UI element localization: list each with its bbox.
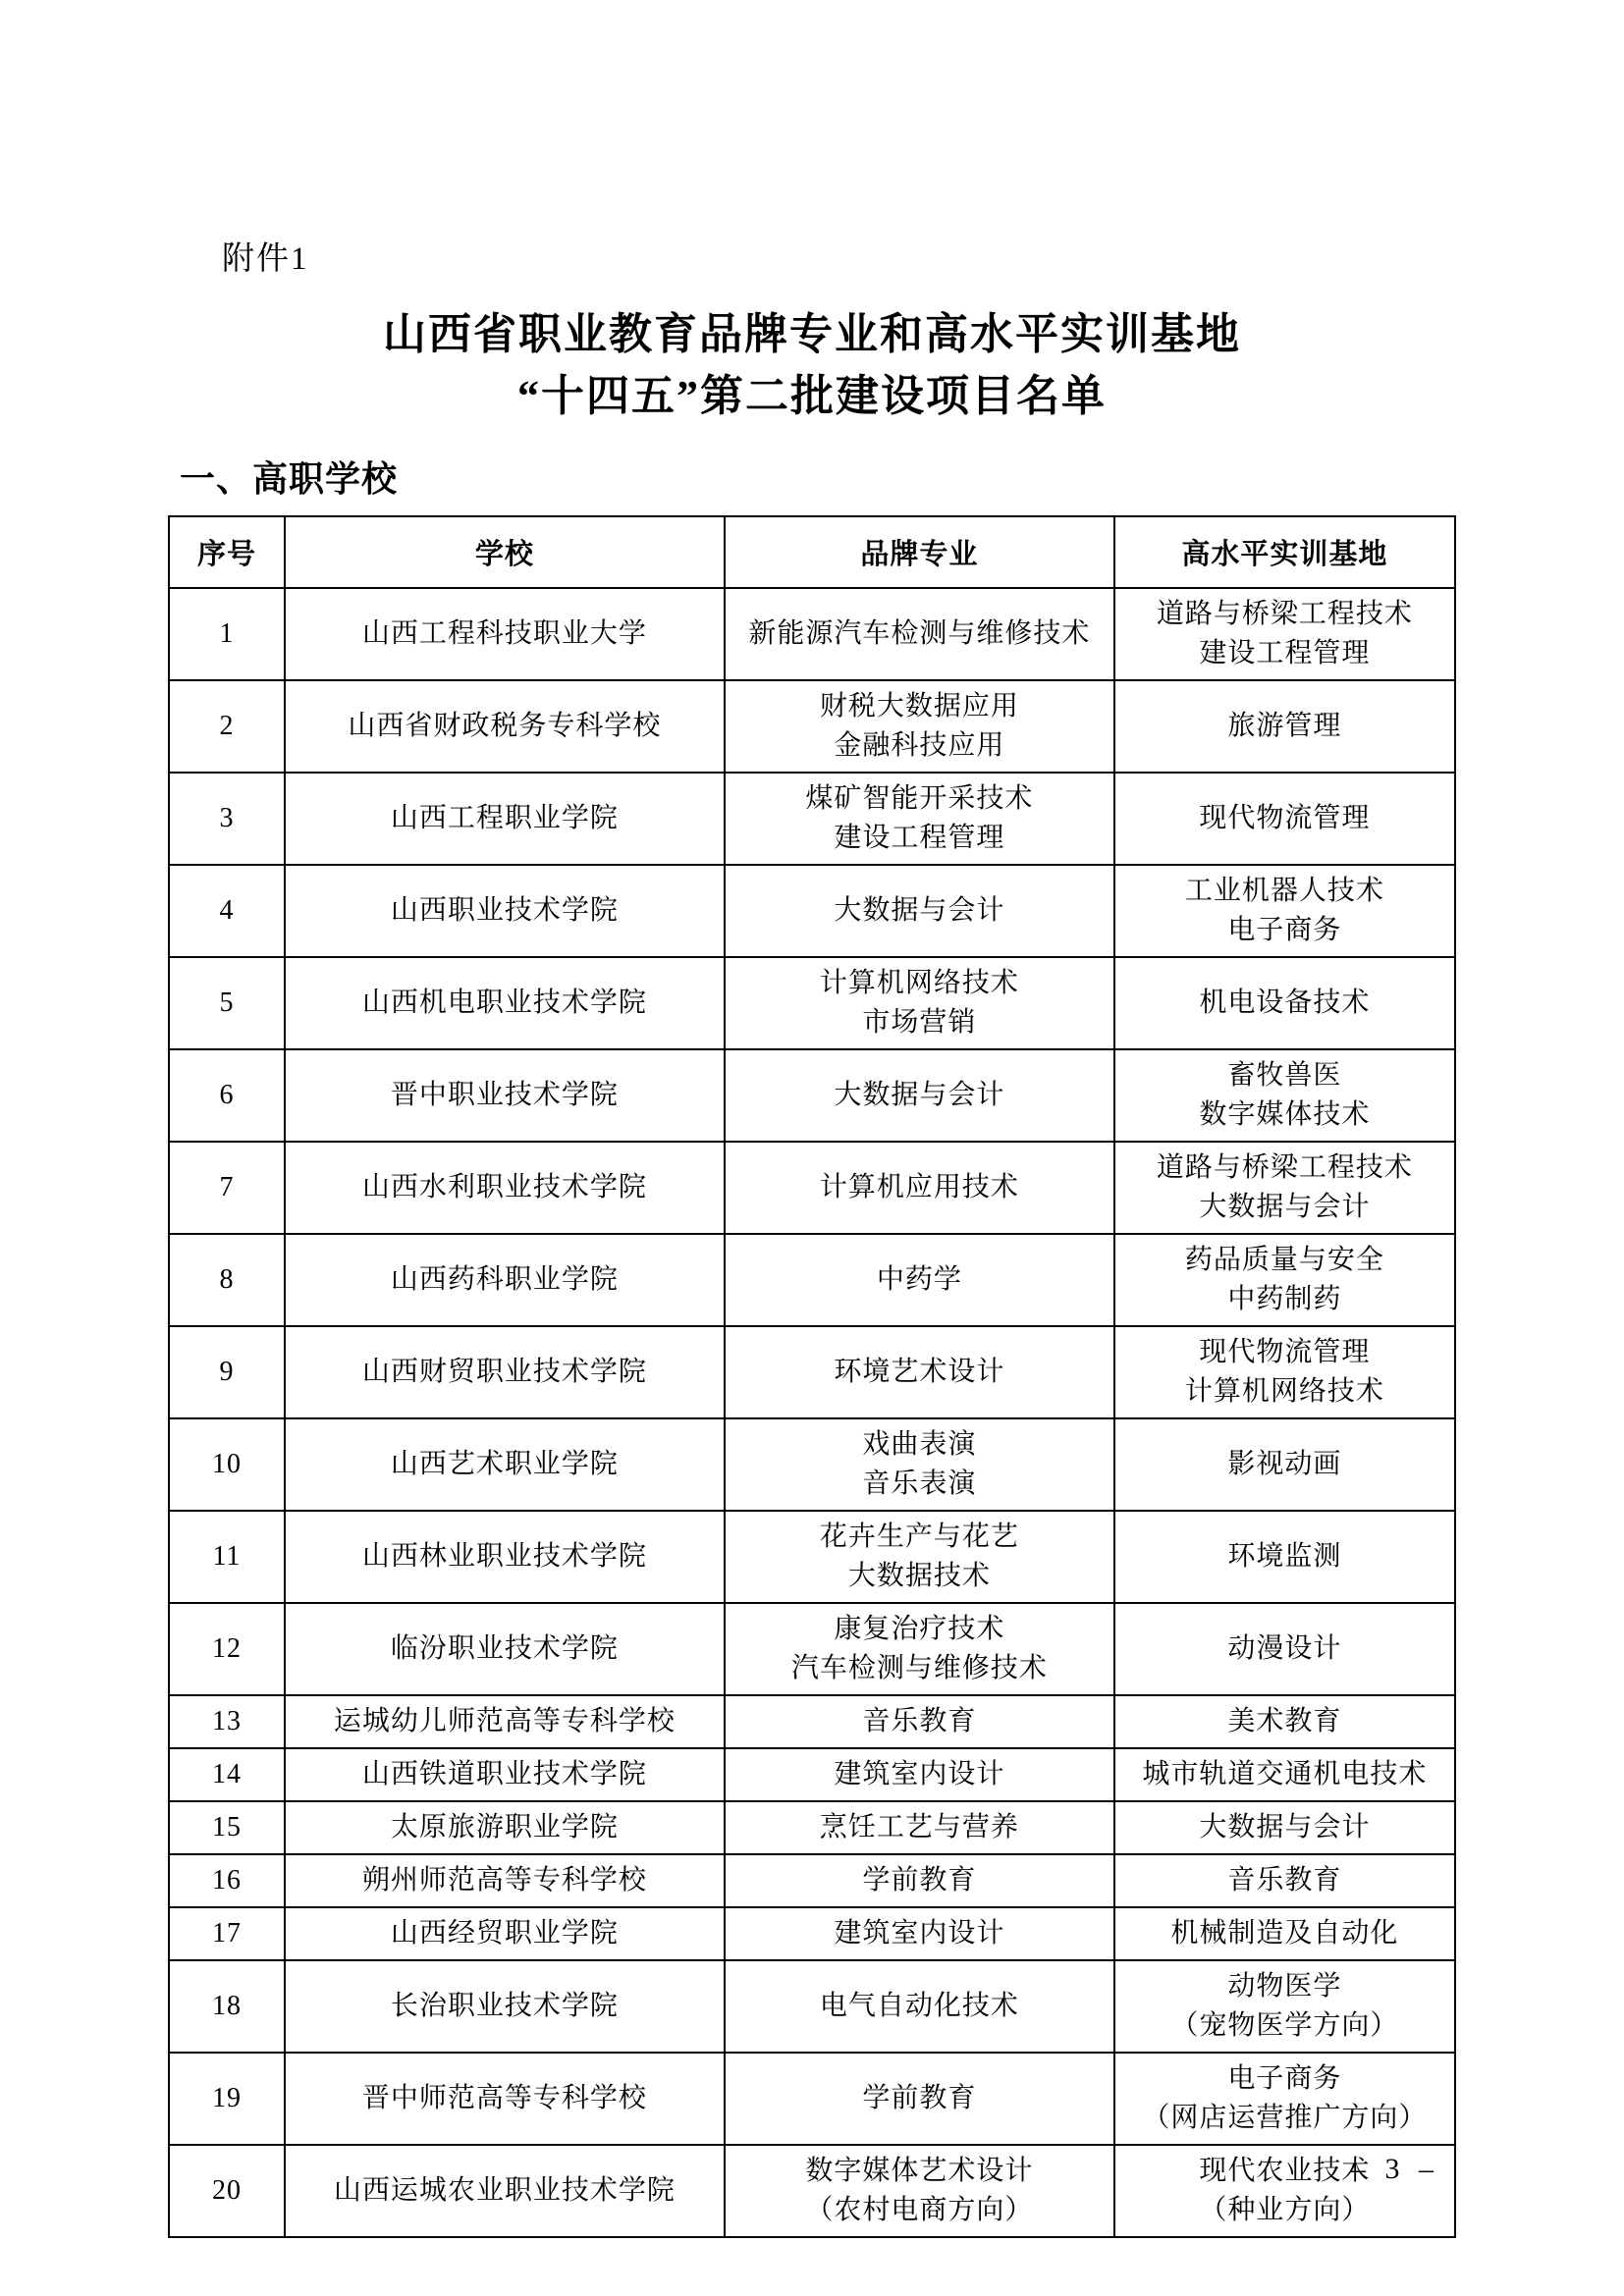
cell-base: 道路与桥梁工程技术 大数据与会计 xyxy=(1114,1142,1455,1234)
cell-major: 电气自动化技术 xyxy=(725,1960,1114,2053)
table-row xyxy=(169,588,1455,680)
cell-base: 城市轨道交通机电技术 xyxy=(1114,1748,1455,1801)
cell-base: 道路与桥梁工程技术 建设工程管理 xyxy=(1114,588,1455,680)
cell-major: 烹饪工艺与营养 xyxy=(725,1801,1114,1854)
cell-school: 山西艺术职业学院 xyxy=(285,1418,725,1511)
header-cell-school: 学校 xyxy=(285,516,725,588)
table-row xyxy=(169,865,1455,957)
table-header-row xyxy=(169,516,1455,588)
cell-index: 5 xyxy=(169,957,285,1049)
cell-base: 现代农业技术 （种业方向） xyxy=(1114,2145,1455,2237)
cell-major: 花卉生产与花艺 大数据技术 xyxy=(725,1511,1114,1603)
cell-index: 11 xyxy=(169,1511,285,1603)
cell-index: 10 xyxy=(169,1418,285,1511)
cell-major: 学前教育 xyxy=(725,1854,1114,1907)
cell-index: 16 xyxy=(169,1854,285,1907)
document-title xyxy=(168,303,1456,427)
cell-major: 音乐教育 xyxy=(725,1695,1114,1748)
cell-school: 山西药科职业学院 xyxy=(285,1234,725,1326)
cell-index: 7 xyxy=(169,1142,285,1234)
cell-school: 长治职业技术学院 xyxy=(285,1960,725,2053)
cell-base: 电子商务 （网店运营推广方向） xyxy=(1114,2053,1455,2145)
header-cell-base: 高水平实训基地 xyxy=(1114,516,1455,588)
cell-major: 新能源汽车检测与维修技术 xyxy=(725,588,1114,680)
cell-major: 计算机应用技术 xyxy=(725,1142,1114,1234)
table-row xyxy=(169,680,1455,773)
table-row xyxy=(169,1418,1455,1511)
page-number: – 3 – xyxy=(1351,2153,1439,2185)
cell-index: 19 xyxy=(169,2053,285,2145)
table-row xyxy=(169,1801,1455,1854)
header-cell-no: 序号 xyxy=(169,516,285,588)
cell-index: 12 xyxy=(169,1603,285,1695)
cell-base: 大数据与会计 xyxy=(1114,1801,1455,1854)
cell-school: 山西省财政税务专科学校 xyxy=(285,680,725,773)
cell-index: 14 xyxy=(169,1748,285,1801)
table-row xyxy=(169,1603,1455,1695)
projects-table xyxy=(168,515,1456,2238)
table-row xyxy=(169,1511,1455,1603)
cell-base: 现代物流管理 xyxy=(1114,773,1455,865)
cell-school: 运城幼儿师范高等专科学校 xyxy=(285,1695,725,1748)
cell-school: 山西经贸职业学院 xyxy=(285,1907,725,1960)
cell-major: 大数据与会计 xyxy=(725,865,1114,957)
cell-index: 8 xyxy=(169,1234,285,1326)
cell-major: 建筑室内设计 xyxy=(725,1748,1114,1801)
cell-major: 戏曲表演 音乐表演 xyxy=(725,1418,1114,1511)
cell-school: 山西水利职业技术学院 xyxy=(285,1142,725,1234)
table-row xyxy=(169,773,1455,865)
cell-base: 机械制造及自动化 xyxy=(1114,1907,1455,1960)
cell-major: 学前教育 xyxy=(725,2053,1114,2145)
cell-school: 山西林业职业技术学院 xyxy=(285,1511,725,1603)
cell-base: 美术教育 xyxy=(1114,1695,1455,1748)
cell-school: 朔州师范高等专科学校 xyxy=(285,1854,725,1907)
document-content xyxy=(168,0,1456,2238)
cell-base: 机电设备技术 xyxy=(1114,957,1455,1049)
cell-school: 晋中师范高等专科学校 xyxy=(285,2053,725,2145)
cell-major: 数字媒体艺术设计 （农村电商方向） xyxy=(725,2145,1114,2237)
table-row xyxy=(169,957,1455,1049)
cell-major: 环境艺术设计 xyxy=(725,1326,1114,1418)
cell-index: 6 xyxy=(169,1049,285,1142)
table-row xyxy=(169,1907,1455,1960)
attachment-label: 附件1 xyxy=(222,241,309,277)
title-line-2: “十四五”第二批建设项目名单 xyxy=(517,372,1107,420)
cell-index: 13 xyxy=(169,1695,285,1748)
cell-major: 财税大数据应用 金融科技应用 xyxy=(725,680,1114,773)
table-row xyxy=(169,1748,1455,1801)
table-row xyxy=(169,2053,1455,2145)
cell-index: 1 xyxy=(169,588,285,680)
cell-base: 药品质量与安全 中药制药 xyxy=(1114,1234,1455,1326)
cell-index: 3 xyxy=(169,773,285,865)
cell-school: 山西工程科技职业大学 xyxy=(285,588,725,680)
cell-major: 康复治疗技术 汽车检测与维修技术 xyxy=(725,1603,1114,1695)
cell-index: 4 xyxy=(169,865,285,957)
cell-base: 动物医学 （宠物医学方向） xyxy=(1114,1960,1455,2053)
cell-major: 煤矿智能开采技术 建设工程管理 xyxy=(725,773,1114,865)
cell-school: 太原旅游职业学院 xyxy=(285,1801,725,1854)
cell-base: 环境监测 xyxy=(1114,1511,1455,1603)
cell-index: 20 xyxy=(169,2145,285,2237)
table-row xyxy=(169,1142,1455,1234)
cell-base: 现代物流管理 计算机网络技术 xyxy=(1114,1326,1455,1418)
cell-index: 9 xyxy=(169,1326,285,1418)
cell-school: 山西机电职业技术学院 xyxy=(285,957,725,1049)
cell-index: 2 xyxy=(169,680,285,773)
header-cell-major: 品牌专业 xyxy=(725,516,1114,588)
table-row xyxy=(169,1326,1455,1418)
cell-base: 影视动画 xyxy=(1114,1418,1455,1511)
cell-base: 动漫设计 xyxy=(1114,1603,1455,1695)
table-row xyxy=(169,1695,1455,1748)
table-row xyxy=(169,1049,1455,1142)
cell-school: 临汾职业技术学院 xyxy=(285,1603,725,1695)
table-row xyxy=(169,2145,1455,2237)
cell-school: 山西运城农业职业技术学院 xyxy=(285,2145,725,2237)
cell-major: 大数据与会计 xyxy=(725,1049,1114,1142)
title-line-1: 山西省职业教育品牌专业和高水平实训基地 xyxy=(383,310,1241,358)
cell-base: 音乐教育 xyxy=(1114,1854,1455,1907)
cell-base: 畜牧兽医 数字媒体技术 xyxy=(1114,1049,1455,1142)
cell-index: 15 xyxy=(169,1801,285,1854)
cell-major: 中药学 xyxy=(725,1234,1114,1326)
cell-school: 山西财贸职业技术学院 xyxy=(285,1326,725,1418)
cell-index: 17 xyxy=(169,1907,285,1960)
cell-school: 山西铁道职业技术学院 xyxy=(285,1748,725,1801)
table-row xyxy=(169,1960,1455,2053)
cell-school: 晋中职业技术学院 xyxy=(285,1049,725,1142)
cell-school: 山西职业技术学院 xyxy=(285,865,725,957)
section-heading: 一、高职学校 xyxy=(180,458,399,499)
cell-major: 计算机网络技术 市场营销 xyxy=(725,957,1114,1049)
table-body xyxy=(169,588,1455,2237)
cell-index: 18 xyxy=(169,1960,285,2053)
cell-base: 旅游管理 xyxy=(1114,680,1455,773)
cell-base: 工业机器人技术 电子商务 xyxy=(1114,865,1455,957)
table-row xyxy=(169,1854,1455,1907)
cell-major: 建筑室内设计 xyxy=(725,1907,1114,1960)
cell-school: 山西工程职业学院 xyxy=(285,773,725,865)
table-row xyxy=(169,1234,1455,1326)
